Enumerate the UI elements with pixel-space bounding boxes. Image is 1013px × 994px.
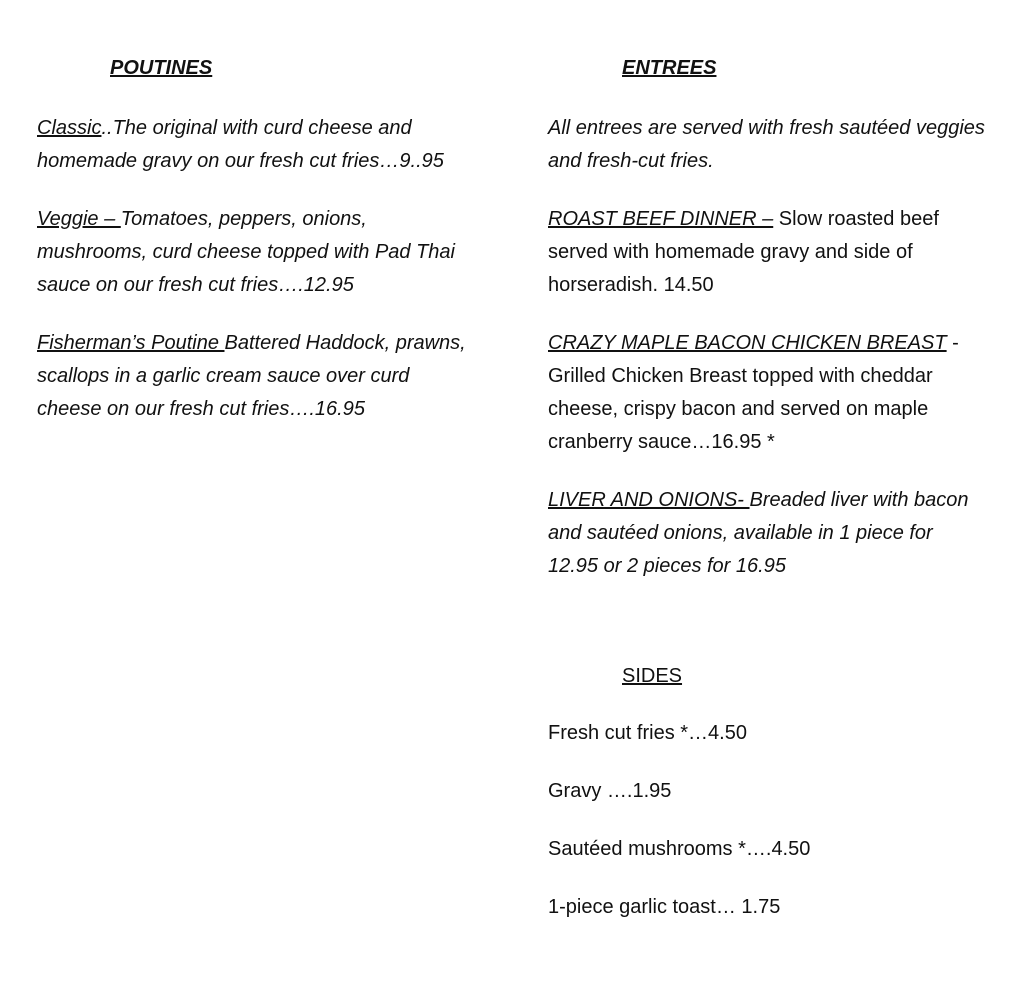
sides-section: [548, 662, 988, 922]
item-name: Veggie –: [37, 208, 121, 230]
side-item: 1-piece garlic toast… 1.75: [548, 896, 781, 918]
side-item: Sautéed mushrooms *….4.50: [548, 838, 811, 860]
entrees-heading: ENTREES: [622, 57, 717, 79]
entrees-section: [548, 54, 988, 583]
item-description: Slow roasted beef served with homemade gravy and side of horseradish. 14.50: [548, 208, 939, 296]
item-name: Fisherman’s Poutine: [37, 332, 225, 354]
entree-item-liver-onions: [548, 484, 988, 583]
poutines-heading: POUTINES: [110, 57, 213, 79]
item-description: - Grilled Chicken Breast topped with cheddar cheese, crispy bacon and served on maple cranberry sauce…16.95 *: [548, 332, 959, 453]
entrees-intro: All entrees are served with fresh sautéed veggies and fresh-cut fries.: [548, 117, 985, 172]
item-name: LIVER AND ONIONS-: [548, 489, 750, 511]
side-item: Fresh cut fries *…4.50: [548, 722, 747, 744]
side-item: Gravy ….1.95: [548, 780, 672, 802]
item-description: Tomatoes, peppers, onions, mushrooms, curd cheese topped with Pad Thai sauce on our fresh cut fries….12.95: [37, 208, 455, 296]
item-name: ROAST BEEF DINNER –: [548, 208, 774, 230]
item-name: Classic: [37, 117, 102, 139]
poutine-item-fisherman: [37, 327, 477, 426]
item-description: The original with curd cheese and homemade gravy on our fresh cut fries…9..95: [37, 117, 444, 172]
poutines-section: [37, 54, 477, 426]
item-name: CRAZY MAPLE BACON CHICKEN BREAST: [548, 332, 947, 354]
item-description: Breaded liver with bacon and sautéed onions, available in 1 piece for 12.95 or 2 pieces for 16.95: [548, 489, 969, 577]
item-separator: ..: [101, 117, 113, 139]
poutine-item-classic: [37, 112, 477, 178]
entree-item-maple-bacon-chicken: [548, 327, 988, 459]
sides-heading: SIDES: [622, 665, 683, 687]
poutine-item-veggie: [37, 203, 477, 302]
entree-item-roast-beef: [548, 203, 988, 302]
item-description: Battered Haddock, prawns, scallops in a garlic cream sauce over curd cheese on our fresh cut fries….16.95: [37, 332, 466, 420]
